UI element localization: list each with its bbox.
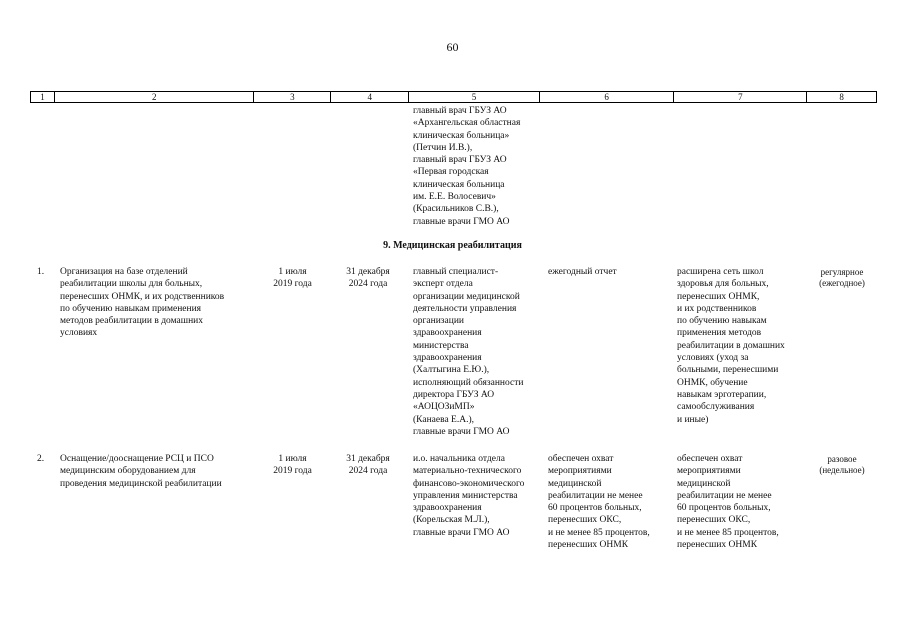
row-task: Оснащение/дооснащение РСЦ и ПСО медицинским оборудованием для проведения медицинской реабилитации xyxy=(60,454,222,489)
row-periodicity: разовое (недельное) xyxy=(819,454,865,475)
header-col-3: 3 xyxy=(253,92,330,102)
row-report: обеспечен охват мероприятиями медицинской реабилитации не менее 60 процентов больных, перенесших ОКС, и не менее 85 процентов, перенесших ОНМК xyxy=(548,454,650,551)
row-number: 2. xyxy=(37,454,45,464)
row-periodicity: регулярное (ежегодное) xyxy=(819,267,865,288)
header-col-6: 6 xyxy=(539,92,674,102)
header-col-2: 2 xyxy=(54,92,254,102)
table-header-row xyxy=(30,91,877,103)
header-col-8: 8 xyxy=(806,92,876,102)
header-col-1: 1 xyxy=(40,92,45,102)
row-executors: и.о. начальника отдела материально-технического финансово-экономического управления министерства здравоохранения (Корельская М.Л.), главные врачи ГМО АО xyxy=(413,454,525,538)
row-executors: главный специалист- эксперт отдела организации медицинской деятельности управления организации здравоохранения министерства здравоохранения (Халтыгина Е.Ю.), исполняющий обязанности директора ГБУЗ АО «АОЦОЗиМП» (Канаева Е.А.), главные врачи ГМО АО xyxy=(413,267,524,437)
row-number: 1. xyxy=(37,267,45,277)
row-task: Организация на базе отделений реабилитации школы для больных, перенесших ОНМК, и их родственников по обучению навыкам применения методов реабилитации в домашних условиях xyxy=(60,267,225,339)
row-report: ежегодный отчет xyxy=(548,267,617,277)
header-col-4: 4 xyxy=(330,92,408,102)
header-col-7: 7 xyxy=(673,92,806,102)
section-title: 9. Медицинская реабилитация xyxy=(383,240,522,251)
header-col-5: 5 xyxy=(408,92,539,102)
row-result: расширена сеть школ здоровья для больных, перенесших ОНМК, и их родственников по обучению навыкам применения методов реабилитации в домашних условиях (уход за больными, перенесшими ОНМК, обучение навыкам эрготерапии, самообслуживания и иные) xyxy=(677,267,785,425)
row-end-date: 31 декабря 2024 года xyxy=(346,454,390,477)
row-result: обеспечен охват мероприятиями медицинской реабилитации не менее 60 процентов больных, перенесших ОКС, и не менее 85 процентов, перенесших ОНМК xyxy=(677,454,779,551)
row-start-date: 1 июля 2019 года xyxy=(273,267,312,290)
row-start-date: 1 июля 2019 года xyxy=(273,454,312,477)
row-end-date: 31 декабря 2024 года xyxy=(346,267,390,290)
continuation-executors: главный врач ГБУЗ АО «Архангельская областная клиническая больница» (Петчин И.В.), главный врач ГБУЗ АО «Первая городская клиническая больница им. Е.Е. Волосевич» (Красильников С.В.), главные врачи ГМО АО xyxy=(413,106,521,227)
page-number: 60 xyxy=(446,40,459,54)
